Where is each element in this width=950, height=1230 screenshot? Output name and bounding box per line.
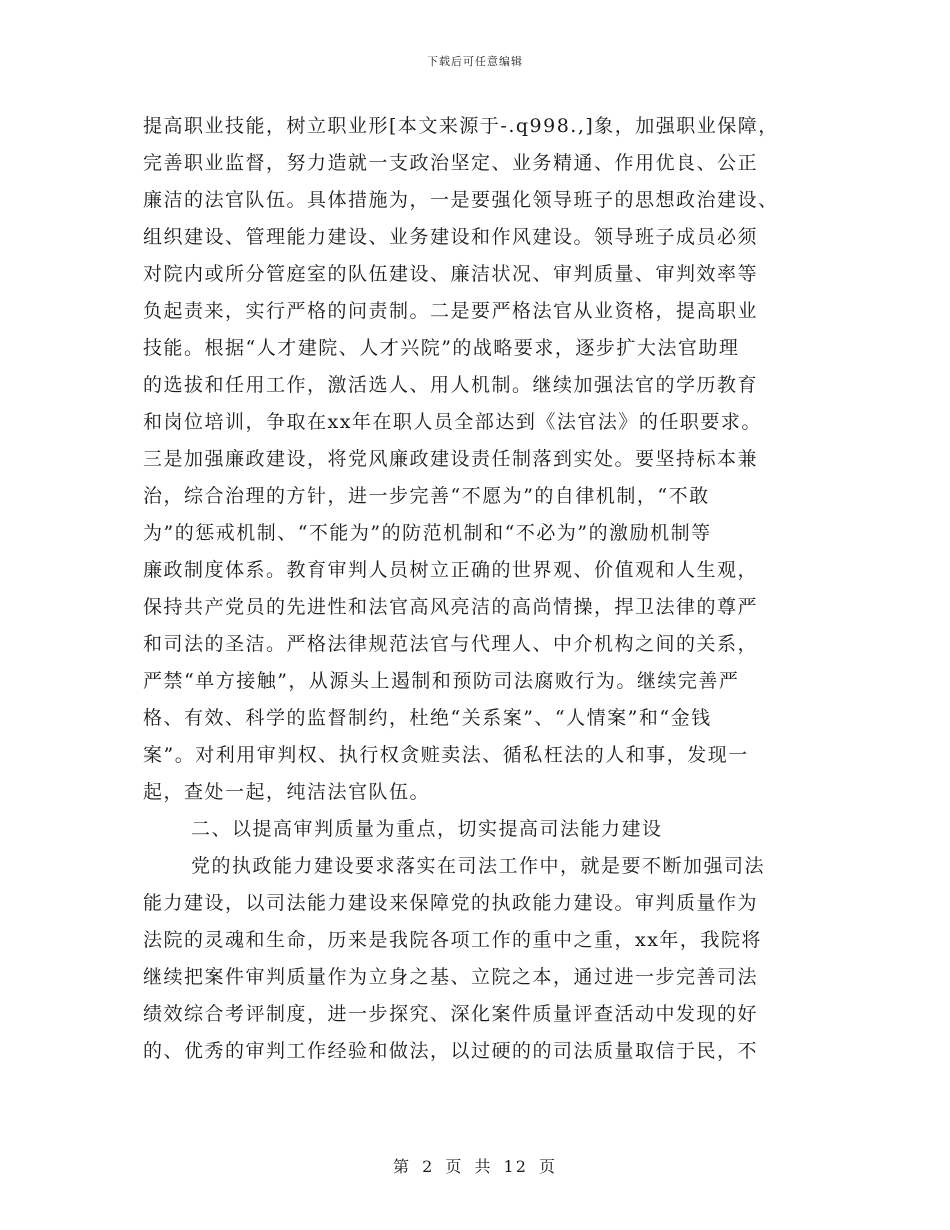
body-line: 对院内或所分管庭室的队伍建设、廉洁状况、审判质量、审判效率等 [143, 263, 759, 285]
section-heading: 二、以提高审判质量为重点，切实提高司法能力建设 [191, 818, 663, 840]
page-number: 第 2 页 共 12 页 [393, 1157, 557, 1176]
body-line: 党的执政能力建设要求落实在司法工作中，就是要不断加强司法 [191, 855, 766, 877]
body-line: 的、优秀的审判工作经验和做法，以过硬的的司法质量取信于民，不 [143, 1040, 759, 1062]
body-line: 能力建设，以司法能力建设来保障党的执政能力建设。审判质量作为 [143, 892, 759, 914]
body-line: 组织建设、管理能力建设、业务建设和作风建设。领导班子成员必须 [143, 226, 759, 248]
body-line: 法院的灵魂和生命，历来是我院各项工作的重中之重，xx年，我院将 [143, 929, 762, 951]
body-line: 和岗位培训，争取在xx年在职人员全部达到《法官法》的任职要求。 [143, 411, 762, 433]
body-line: 的选拔和任用工作，激活选人、用人机制。继续加强法官的学历教育 [143, 374, 759, 396]
body-line: 负起责来，实行严格的问责制。二是要严格法官从业资格，提高职业 [143, 300, 759, 322]
body-line: 治，综合治理的方针，进一步完善“不愿为”的自律机制，“不敢 [143, 485, 710, 507]
body-line: 完善职业监督，努力造就一支政治坚定、业务精通、作用优良、公正 [143, 152, 759, 174]
body-line: 案”。对利用审判权、执行权贪赃卖法、循私枉法的人和事，发现一 [143, 744, 749, 766]
body-line: 提高职业技能，树立职业形[本文来源于-.q998.,]象，加强职业保障， [143, 115, 779, 137]
body-line: 为”的惩戒机制、“不能为”的防范机制和“不必为”的激励机制等 [143, 522, 712, 544]
body-line: 三是加强廉政建设，将党风廉政建设责任制落到实处。要坚持标本兼 [143, 448, 759, 470]
body-line: 格、有效、科学的监督制约，杜绝“关系案”、“人情案”和“金钱 [143, 707, 712, 729]
page-header: 下载后可任意编辑 [427, 55, 523, 68]
body-line: 技能。根据“人才建院、人才兴院”的战略要求，逐步扩大法官助理 [143, 337, 740, 359]
body-line: 和司法的圣洁。严格法律规范法官与代理人、中介机构之间的关系， [143, 633, 759, 655]
body-line: 严禁“单方接触”，从源头上遏制和预防司法腐败行为。继续完善严 [143, 670, 740, 692]
body-line: 绩效综合考评制度，进一步探究、深化案件质量评查活动中发现的好 [143, 1003, 759, 1025]
body-line: 继续把案件审判质量作为立身之基、立院之本，通过进一步完善司法 [143, 966, 759, 988]
body-line: 廉洁的法官队伍。具体措施为，一是要强化领导班子的思想政治建设、 [143, 189, 779, 211]
document-body [143, 108, 808, 1070]
body-line: 起，查处一起，纯洁法官队伍。 [143, 781, 431, 803]
body-line: 保持共产党员的先进性和法官高风亮洁的高尚情操，捍卫法律的尊严 [143, 596, 759, 618]
body-line: 廉政制度体系。教育审判人员树立正确的世界观、价值观和人生观， [143, 559, 759, 581]
